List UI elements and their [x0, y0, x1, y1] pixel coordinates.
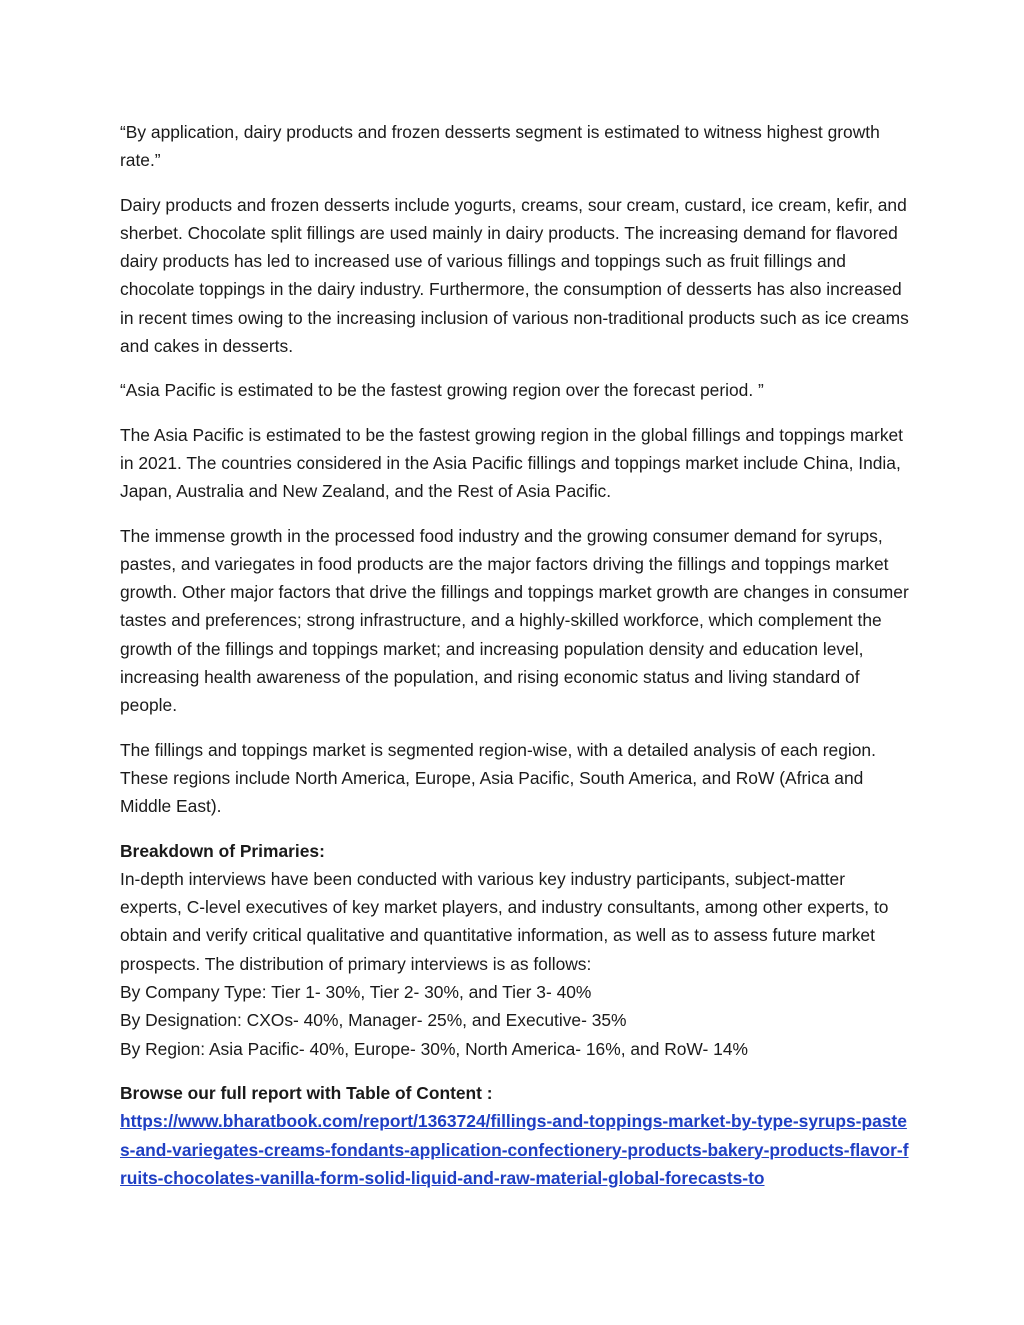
paragraph-dairy-products: Dairy products and frozen desserts include yogurts, creams, sour cream, custard, ice cream, kefir, and sherbet. Chocolate split fillings are used mainly in dairy products. The increasing demand for flavored dairy products has led to increased use of various fillings and toppings such as fruit fillings and chocolate toppings in the dairy industry. Furthermore, the consumption of desserts has also increased in recent times owing to the increasing inclusion of various non-traditional products such as ice creams and cakes in desserts. [120, 194, 909, 357]
primaries-section [120, 837, 910, 1063]
paragraph-regions: The fillings and toppings market is segmented region-wise, with a detailed analysis of each region. These regions include North America, Europe, Asia Pacific, South America, and RoW (Africa and Middle East). [120, 739, 876, 817]
primaries-designation: By Designation: CXOs- 40%, Manager- 25%, and Executive- 35% [120, 1010, 627, 1031]
primaries-region: By Region: Asia Pacific- 40%, Europe- 30%, North America- 16%, and RoW- 14% [120, 1038, 748, 1059]
document-page [120, 118, 910, 1208]
primaries-company-type: By Company Type: Tier 1- 30%, Tier 2- 30%, and Tier 3- 40% [120, 982, 592, 1003]
primaries-heading: Breakdown of Primaries: [120, 840, 325, 861]
browse-section [120, 1079, 910, 1192]
paragraph-asia-pacific: The Asia Pacific is estimated to be the fastest growing region in the global fillings and toppings market in 2021. The countries considered in the Asia Pacific fillings and toppings market include China, India, Japan, Australia and New Zealand, and the Rest of Asia Pacific. [120, 424, 904, 502]
primaries-body: In-depth interviews have been conducted with various key industry participants, subject-matter experts, C-level executives of key market players, and industry consultants, among other experts, to obtain and verify critical qualitative and quantitative information, as well as to assess future market prospects. The distribution of primary interviews is as follows: [120, 868, 889, 974]
report-link[interactable]: https://www.bharatbook.com/report/1363724/fillings-and-toppings-market-by-type-syrups-pastes-and-variegates-creams-fondants-application-confectionery-products-bakery-products-flavor-fruits-chocolates-vanilla-form-solid-liquid-and-raw-material-global-forecasts-to [120, 1111, 909, 1188]
quote-dairy-heading: “By application, dairy products and frozen desserts segment is estimated to witness highest growth rate.” [120, 122, 880, 171]
quote-asia-pacific-heading: “Asia Pacific is estimated to be the fastest growing region over the forecast period. ” [120, 380, 764, 401]
browse-heading: Browse our full report with Table of Content : [120, 1082, 493, 1103]
paragraph-growth-factors: The immense growth in the processed food industry and the growing consumer demand for syrups, pastes, and variegates in food products are the major factors driving the fillings and toppings market growth. Other major factors that drive the fillings and toppings market growth are changes in consumer tastes and preferences; strong infrastructure, and a highly-skilled workforce, which complement the growth of the fillings and toppings market; and increasing population density and education level, increasing health awareness of the population, and rising economic status and living standard of people. [120, 525, 909, 716]
